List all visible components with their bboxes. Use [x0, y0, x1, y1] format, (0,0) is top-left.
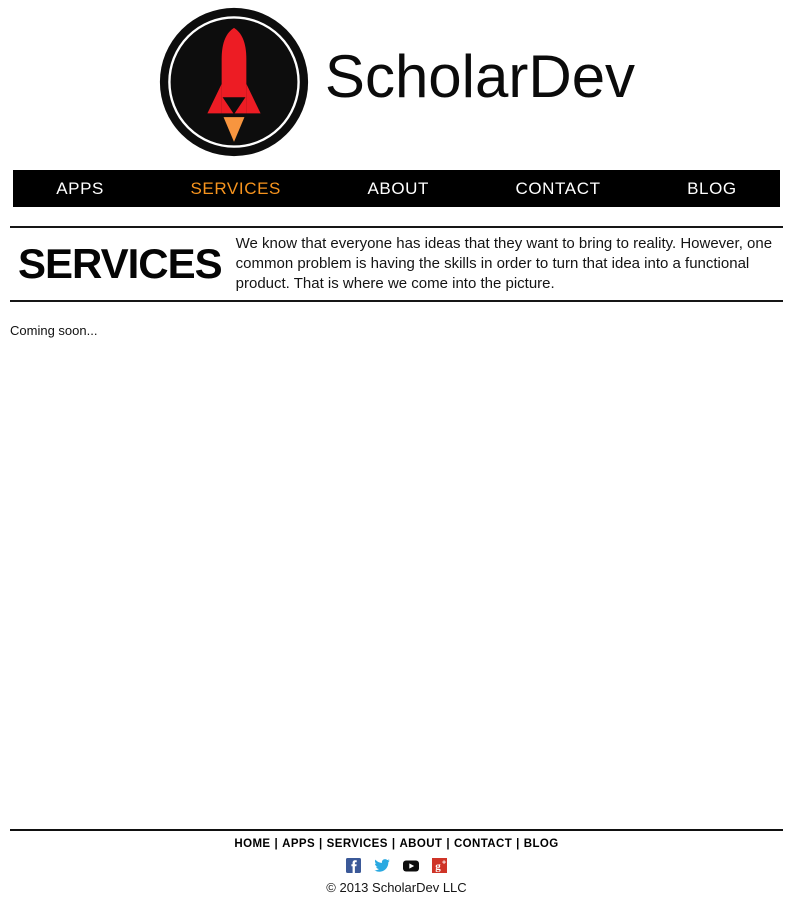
site-title: ScholarDev	[324, 42, 636, 110]
footer-link-apps[interactable]: APPS	[282, 838, 316, 850]
footer-divider	[10, 829, 783, 831]
svg-text:+: +	[441, 859, 447, 867]
nav-item-blog[interactable]: BLOG	[687, 178, 737, 198]
services-description: We know that everyone has ideas that they want to bring to reality. However, one common problem is having the skills in order to turn that idea into a functional product. That is where we come into the picture.	[235, 235, 773, 292]
site-header	[0, 0, 793, 158]
footer-separator: |	[391, 838, 396, 850]
rocket-logo-icon	[158, 6, 310, 158]
main-nav	[13, 170, 780, 207]
nav-item-services[interactable]: SERVICES	[190, 178, 281, 198]
twitter-icon[interactable]	[374, 859, 390, 872]
rocket-logo[interactable]	[158, 6, 310, 158]
nav-item-apps[interactable]: APPS	[56, 178, 104, 198]
services-banner	[10, 226, 783, 302]
footer-link-services[interactable]: SERVICES	[326, 838, 388, 850]
footer-separator: |	[319, 838, 323, 850]
footer-link-blog[interactable]: BLOG	[523, 838, 559, 850]
nav-item-contact[interactable]: CONTACT	[515, 178, 601, 198]
page-content	[0, 302, 793, 338]
page-title: SERVICES	[18, 240, 222, 287]
site-footer	[0, 829, 793, 904]
youtube-icon[interactable]	[403, 860, 419, 872]
footer-separator: |	[446, 838, 450, 850]
footer-separator: |	[274, 838, 279, 850]
footer-link-contact[interactable]: CONTACT	[453, 838, 513, 850]
footer-link-home[interactable]: HOME	[234, 838, 271, 850]
coming-soon-text: Coming soon...	[10, 323, 98, 338]
social-links	[0, 858, 793, 873]
svg-text:g: g	[435, 860, 441, 873]
nav-item-about[interactable]: ABOUT	[367, 178, 429, 198]
footer-separator: |	[516, 838, 520, 850]
footer-link-about[interactable]: ABOUT	[399, 838, 443, 850]
footer-links	[0, 838, 793, 850]
copyright-text: © 2013 ScholarDev LLC	[326, 880, 467, 895]
facebook-icon[interactable]	[346, 858, 361, 873]
gplus-icon[interactable]	[432, 858, 447, 873]
